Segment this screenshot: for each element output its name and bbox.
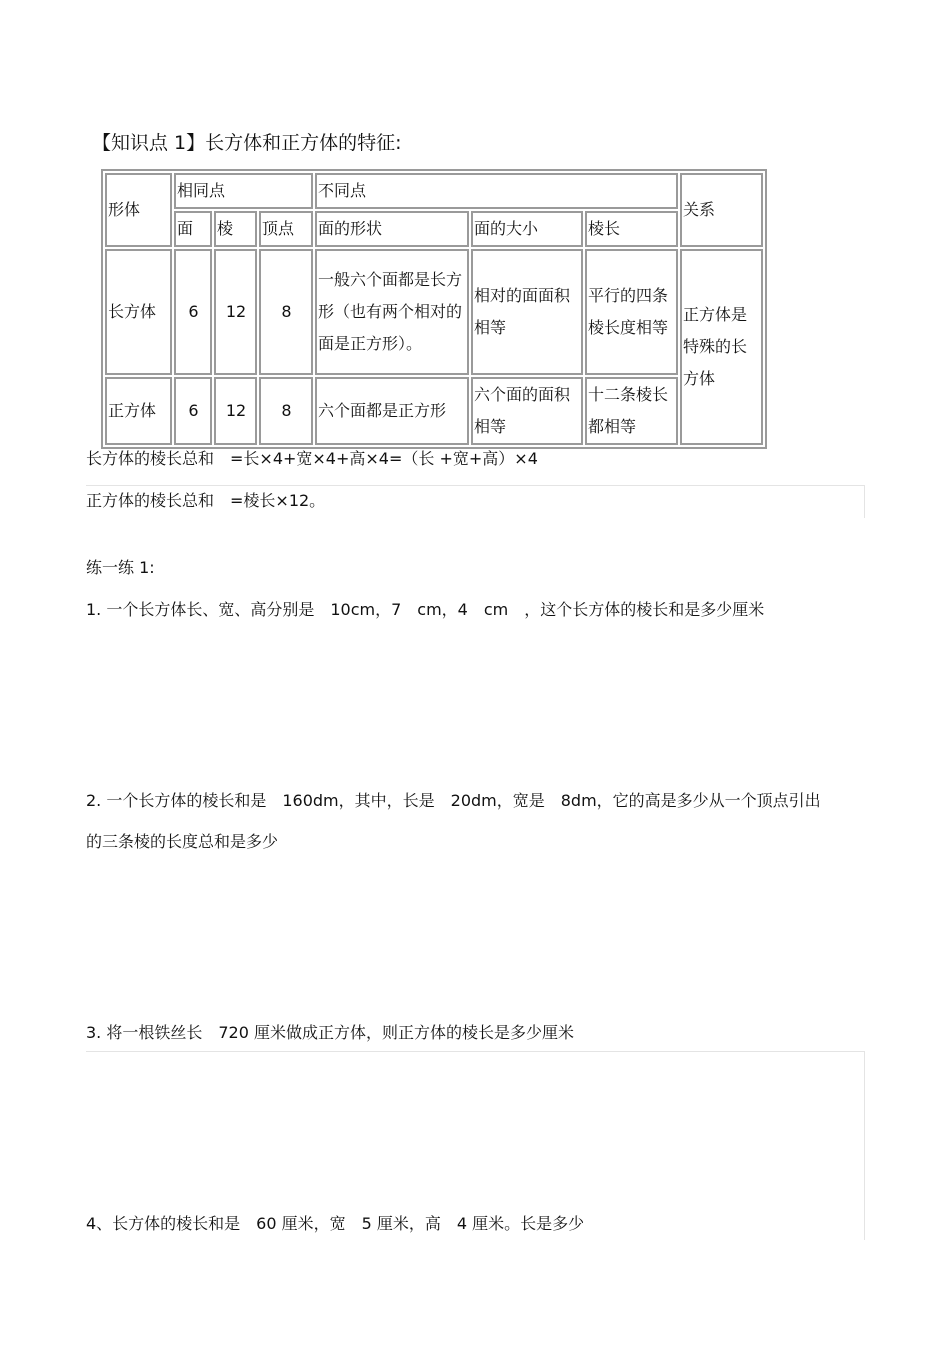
header-edge-length: 棱长 xyxy=(585,211,678,247)
header-diff: 不同点 xyxy=(315,173,678,209)
row-cube-name: 正方体 xyxy=(105,377,172,445)
header-face: 面 xyxy=(174,211,212,247)
question-1: 1. 一个长方体长、宽、高分别是 10cm，7 cm，4 cm ，这个长方体的棱长和是多少厘米 xyxy=(86,600,765,619)
relation-cell: 正方体是特殊的长方体 xyxy=(680,249,763,445)
features-table xyxy=(101,169,767,449)
question-4: 4、长方体的棱长和是 60 厘米，宽 5 厘米，高 4 厘米。长是多少 xyxy=(86,1214,585,1233)
header-vertex: 顶点 xyxy=(259,211,313,247)
row-cuboid-shape: 一般六个面都是长方形（也有两个相对的面是正方形）。 xyxy=(315,249,469,375)
header-face-size: 面的大小 xyxy=(471,211,583,247)
practice-title: 练一练 1: xyxy=(86,558,155,577)
section-heading: 【知识点 1】长方体和正方体的特征: xyxy=(92,132,402,154)
row-cuboid-name: 长方体 xyxy=(105,249,172,375)
row-cube-edges: 12 xyxy=(214,377,257,445)
row-cube-vertices: 8 xyxy=(259,377,313,445)
question-2-line-2: 的三条棱的长度总和是多少 xyxy=(86,832,279,851)
formula-cube: 正方体的棱长总和 =棱长×12。 xyxy=(86,491,326,510)
header-shape: 形体 xyxy=(105,173,172,247)
row-cuboid-vertices: 8 xyxy=(259,249,313,375)
row-cuboid-length: 平行的四条棱长度相等 xyxy=(585,249,678,375)
header-edge: 棱 xyxy=(214,211,257,247)
formula-cuboid: 长方体的棱长总和 =长×4+宽×4+高×4=（长 +宽+高）×4 xyxy=(86,449,538,468)
row-cuboid-size: 相对的面面积相等 xyxy=(471,249,583,375)
header-same: 相同点 xyxy=(174,173,313,209)
header-face-shape: 面的形状 xyxy=(315,211,469,247)
question-2-line-1: 2. 一个长方体的棱长和是 160dm，其中，长是 20dm，宽是 8dm，它的高是多少从一个顶点引出 xyxy=(86,791,821,810)
header-relation: 关系 xyxy=(680,173,763,247)
row-cube-faces: 6 xyxy=(174,377,212,445)
row-cube-shape: 六个面都是正方形 xyxy=(315,377,469,445)
row-cuboid-faces: 6 xyxy=(174,249,212,375)
row-cube-length: 十二条棱长都相等 xyxy=(585,377,678,445)
question-3: 3. 将一根铁丝长 720 厘米做成正方体，则正方体的棱长是多少厘米 xyxy=(86,1023,574,1042)
row-cube-size: 六个面的面积相等 xyxy=(471,377,583,445)
row-cuboid-edges: 12 xyxy=(214,249,257,375)
